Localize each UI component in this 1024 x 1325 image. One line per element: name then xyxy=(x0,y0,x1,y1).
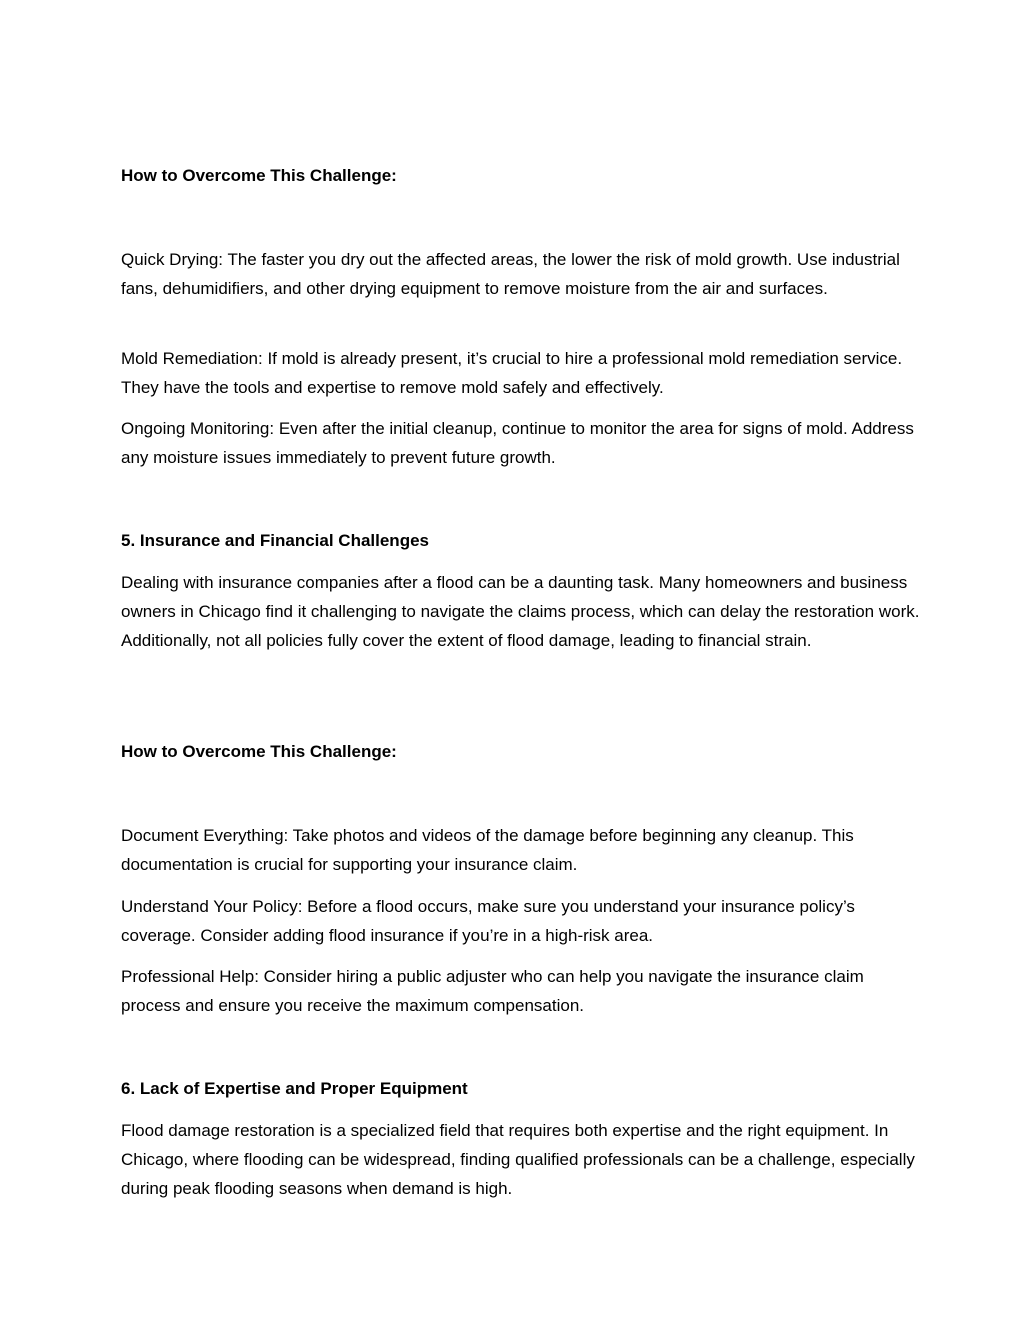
paragraph-insurance: Dealing with insurance companies after a flood can be a daunting task. Many homeowners and business owners in Chicago find it challenging to navigate the claims process, which can delay the restoration work. Additionally, not all policies fully cover the extent of flood damage, leading to financial strain. xyxy=(121,573,920,650)
paragraph-quick-drying: Quick Drying: The faster you dry out the affected areas, the lower the risk of mold growth. Use industrial fans, dehumidifiers, and other drying equipment to remove moisture from the air and surfaces. xyxy=(121,250,900,298)
paragraph-understand-policy: Understand Your Policy: Before a flood occurs, make sure you understand your insurance policy’s coverage. Consider adding flood insurance if you’re in a high-risk area. xyxy=(121,897,855,945)
section-heading-overcome-1: How to Overcome This Challenge: xyxy=(121,166,397,185)
paragraph-document-everything: Document Everything: Take photos and videos of the damage before beginning any cleanup. This documentation is crucial for supporting your insurance claim. xyxy=(121,826,854,874)
section-heading-insurance: 5. Insurance and Financial Challenges xyxy=(121,531,429,550)
paragraph-expertise: Flood damage restoration is a specialized field that requires both expertise and the right equipment. In Chicago, where flooding can be widespread, finding qualified professionals can be a challenge, especially during peak flooding seasons when demand is high. xyxy=(121,1121,915,1198)
section-heading-expertise: 6. Lack of Expertise and Proper Equipment xyxy=(121,1079,468,1098)
paragraph-mold-remediation: Mold Remediation: If mold is already present, it’s crucial to hire a professional mold remediation service. They have the tools and expertise to remove mold safely and effectively. xyxy=(121,349,903,397)
paragraph-professional-help: Professional Help: Consider hiring a public adjuster who can help you navigate the insurance claim process and ensure you receive the maximum compensation. xyxy=(121,967,864,1015)
section-heading-overcome-2: How to Overcome This Challenge: xyxy=(121,742,397,761)
paragraph-ongoing-monitoring: Ongoing Monitoring: Even after the initial cleanup, continue to monitor the area for signs of mold. Address any moisture issues immediately to prevent future growth. xyxy=(121,419,914,467)
